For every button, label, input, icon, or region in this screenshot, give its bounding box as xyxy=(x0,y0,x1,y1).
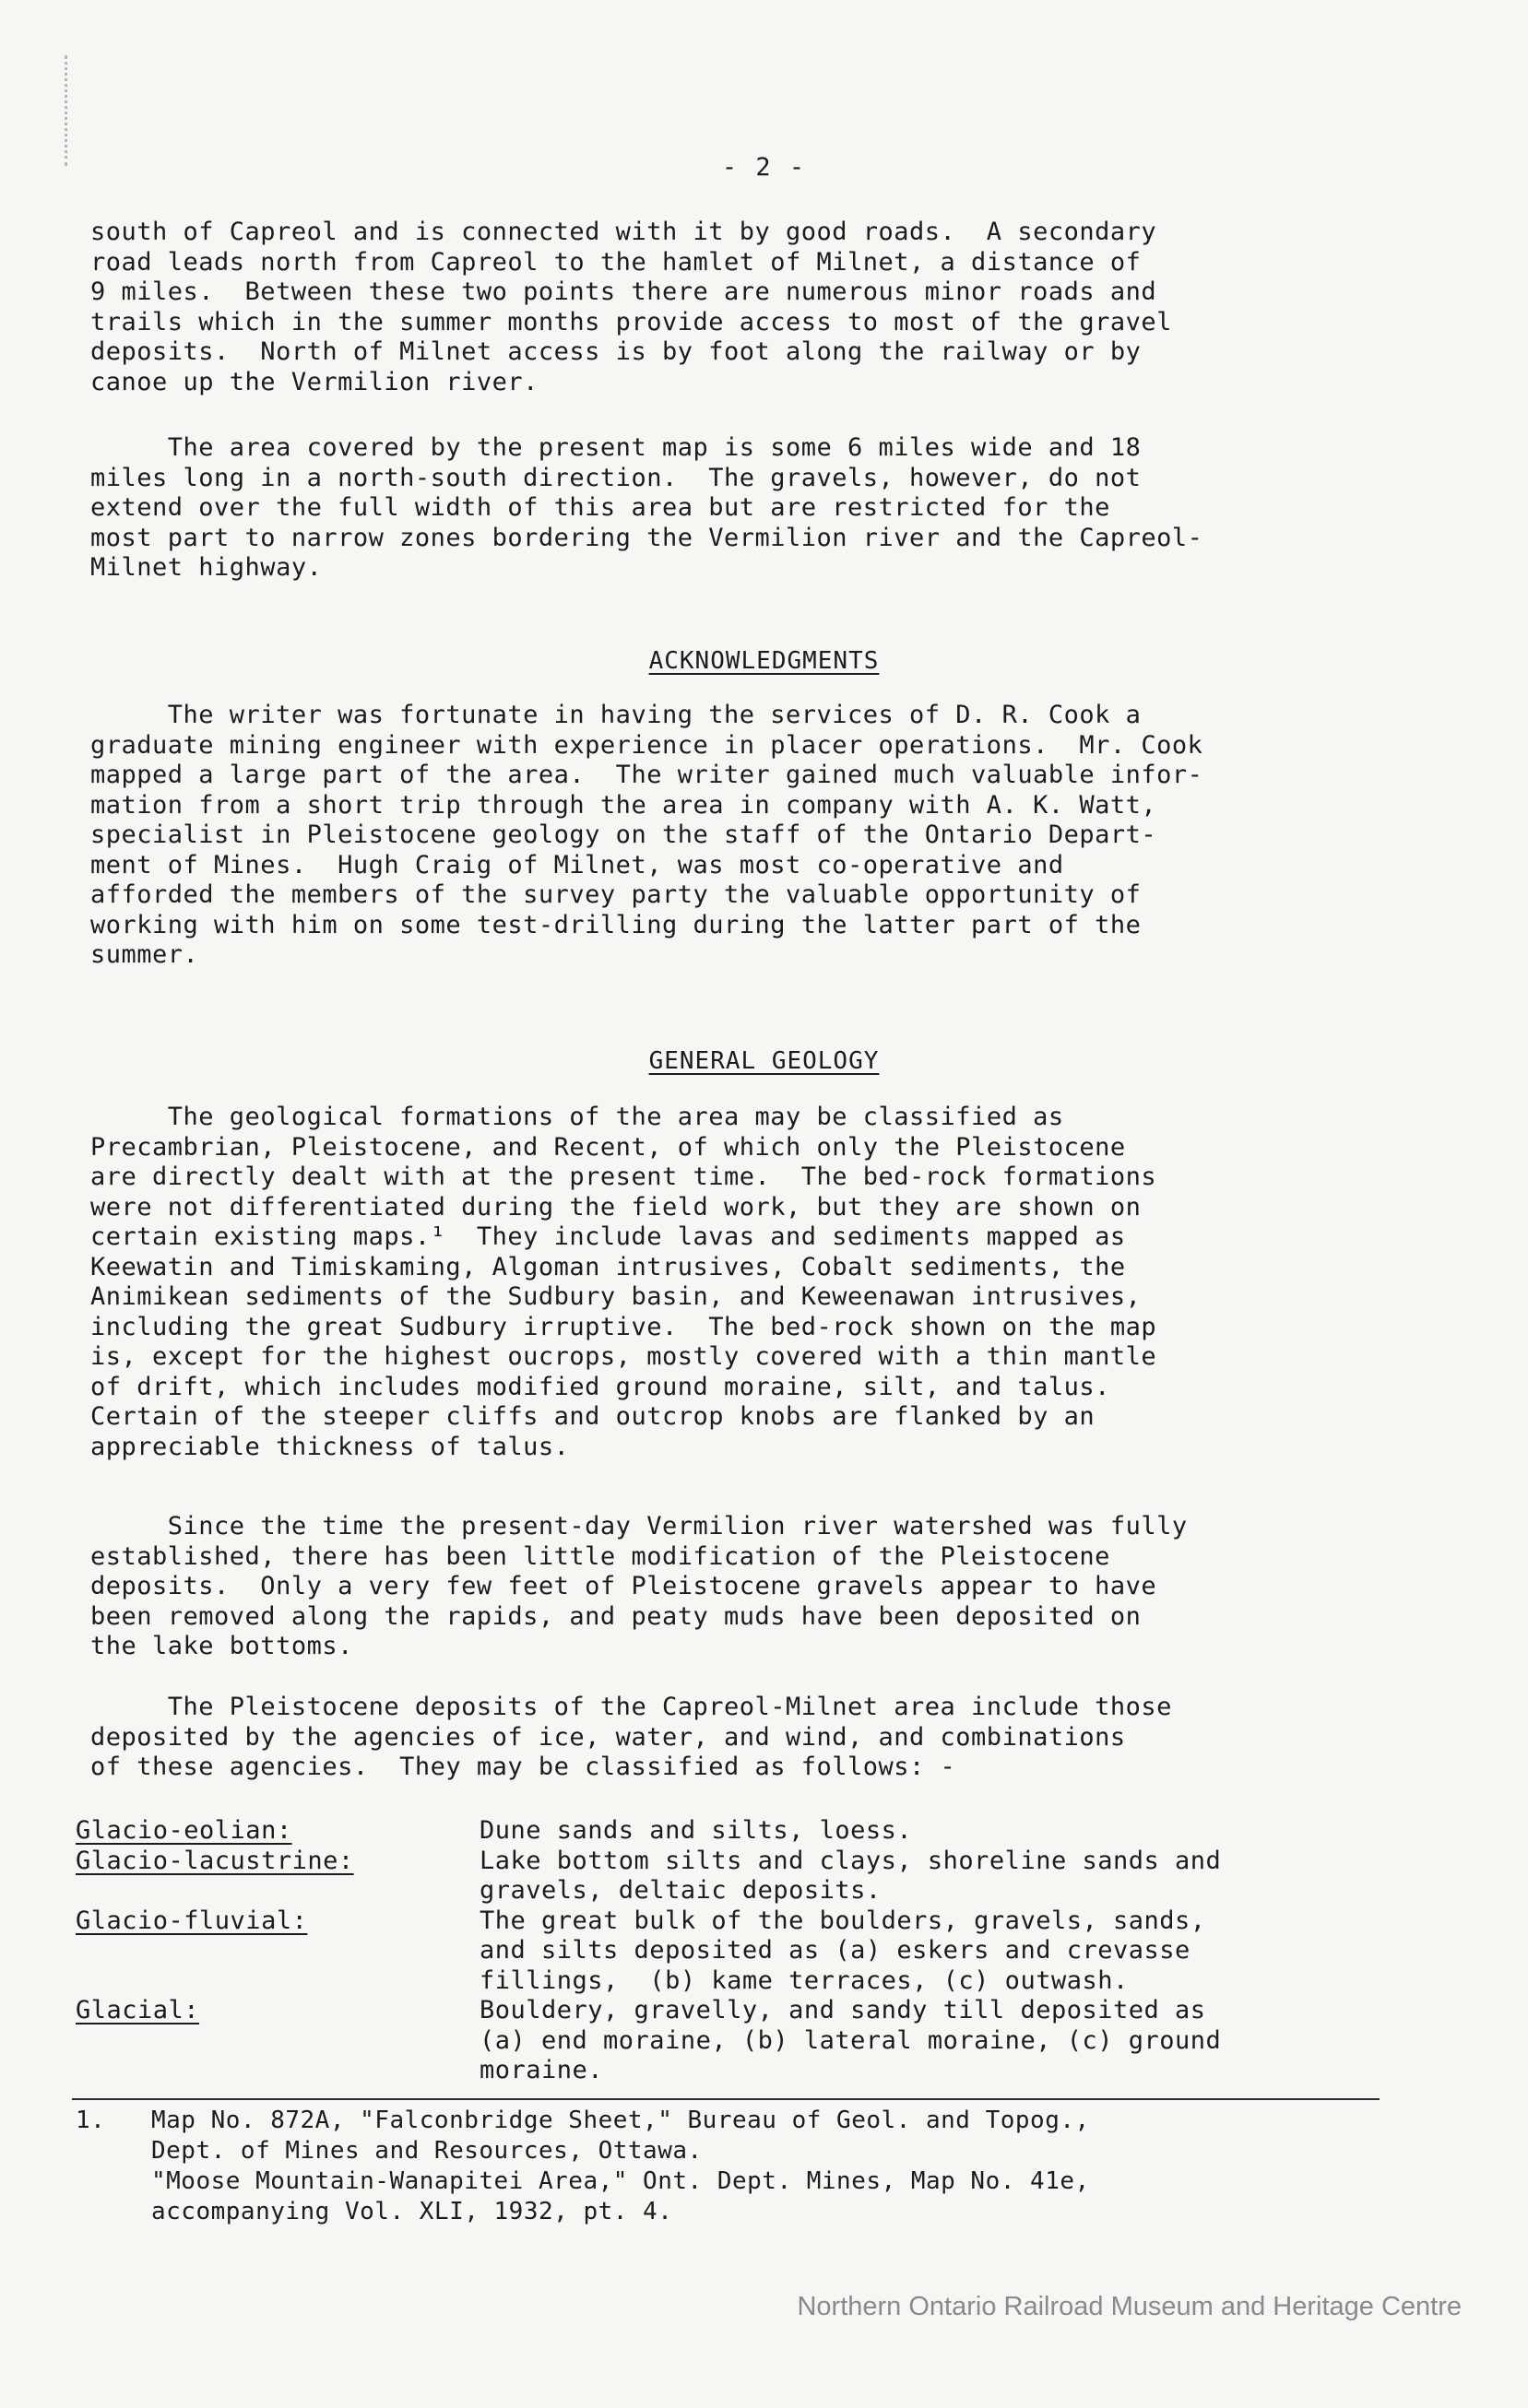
classification-description: The great bulk of the boulders, gravels, sands, and silts deposited as (a) eskers and crevasse fillings, (b) kame terraces, (c) outwash. xyxy=(480,1906,1206,1995)
heading-acknowledgments xyxy=(0,647,1528,675)
classification-list xyxy=(76,1816,1440,2086)
punch-hole-marks xyxy=(65,55,71,166)
classification-row xyxy=(76,1906,1440,1997)
classification-row xyxy=(76,1847,1440,1906)
paragraph-access-roads: south of Capreol and is connected with it by good roads. A secondary road leads north from Capreol to the hamlet of Milnet, a distance of 9 miles. Between these two points there are numerous minor roads and trails which in the summer months provide access to most of the gravel deposits. North of Milnet access is by foot along the railway or by canoe up the Vermilion river. xyxy=(90,218,1172,396)
footnote-number: 1. xyxy=(76,2107,106,2134)
heading-general-geology xyxy=(0,1047,1528,1075)
paragraph-watershed: Since the time the present-day Vermilion river watershed was fully established, there has been little modification of the Pleistocene deposits. Only a very few feet of Pleistocene gravels appear to have been removed along the rapids, and peaty muds have been deposited on the lake bottoms. xyxy=(90,1512,1188,1660)
paragraph-geological-formations: The geological formations of the area may be classified as Precambrian, Pleistocene, and Recent, of which only the Pleistocene are directly dealt with at the present time. The bed-rock formations were not differentiated during the field work, but they are shown on certain existing maps.¹ They include lavas and sediments mapped as Keewatin and Timiskaming, Algoman intrusives, Cobalt sediments, the Animikean sediments of the Sudbury basin, and Keweenawan intrusives, including the great Sudbury irruptive. The bed-rock shown on the map is, except for the highest oucrops, mostly covered with a thin mantle of drift, which includes modified ground moraine, silt, and talus. Certain of the steeper cliffs and outcrop knobs are flanked by an appreciable thickness of talus. xyxy=(90,1103,1157,1461)
footnote-divider xyxy=(72,2098,1380,2100)
heading-general-geology-text: GENERAL GEOLOGY xyxy=(648,1047,880,1075)
classification-description: Dune sands and silts, loess. xyxy=(480,1816,913,1845)
classification-term: Glacio-eolian: xyxy=(76,1816,292,1845)
classification-row xyxy=(76,1996,1440,2086)
classification-row xyxy=(76,1816,1440,1847)
classification-term: Glacio-lacustrine: xyxy=(76,1846,354,1875)
page-number: - 2 - xyxy=(721,153,807,182)
classification-description: Bouldery, gravelly, and sandy till deposited as (a) end moraine, (b) lateral moraine, (c) ground moraine. xyxy=(480,1996,1222,2084)
paragraph-acknowledgments: The writer was fortunate in having the services of D. R. Cook a graduate mining engineer with experience in placer operations. Mr. Cook mapped a large part of the area. The writer gained much valuable infor- mation from a short trip through the area in company with A. K. Watt, specialist in Pleistocene geology on the staff of the Ontario Depart- ment of Mines. Hugh Craig of Milnet, was most co-operative and afforded the members of the survey party the valuable opportunity of working with him on some test-drilling during the latter part of the summer. xyxy=(90,701,1203,969)
classification-term: Glacial: xyxy=(76,1996,200,2024)
classification-description: Lake bottom silts and clays, shoreline sands and gravels, deltaic deposits. xyxy=(480,1846,1222,1905)
footnote xyxy=(76,2106,1440,2227)
paragraph-pleistocene-deposits: The Pleistocene deposits of the Capreol-Milnet area include those deposited by the agencies of ice, water, and wind, and combinations of these agencies. They may be classified as follows: - xyxy=(90,1693,1172,1781)
paragraph-map-area: The area covered by the present map is some 6 miles wide and 18 miles long in a north-south direction. The gravels, however, do not extend over the full width of this area but are restricted for the most part to narrow zones bordering the Vermilion river and the Capreol- Milnet highway. xyxy=(90,433,1203,582)
classification-term: Glacio-fluvial: xyxy=(76,1906,308,1935)
watermark: Northern Ontario Railroad Museum and Heritage Centre xyxy=(797,2292,1462,2321)
footnote-text: Map No. 872A, "Falconbridge Sheet," Bureau of Geol. and Topog., Dept. of Mines and Resources, Ottawa. "Moose Mountain-Wanapitei Area," Ont. Dept. Mines, Map No. 41e, accompanying Vol. XLI, 1932, pt. 4. xyxy=(151,2107,1090,2225)
heading-acknowledgments-text: ACKNOWLEDGMENTS xyxy=(648,647,880,675)
